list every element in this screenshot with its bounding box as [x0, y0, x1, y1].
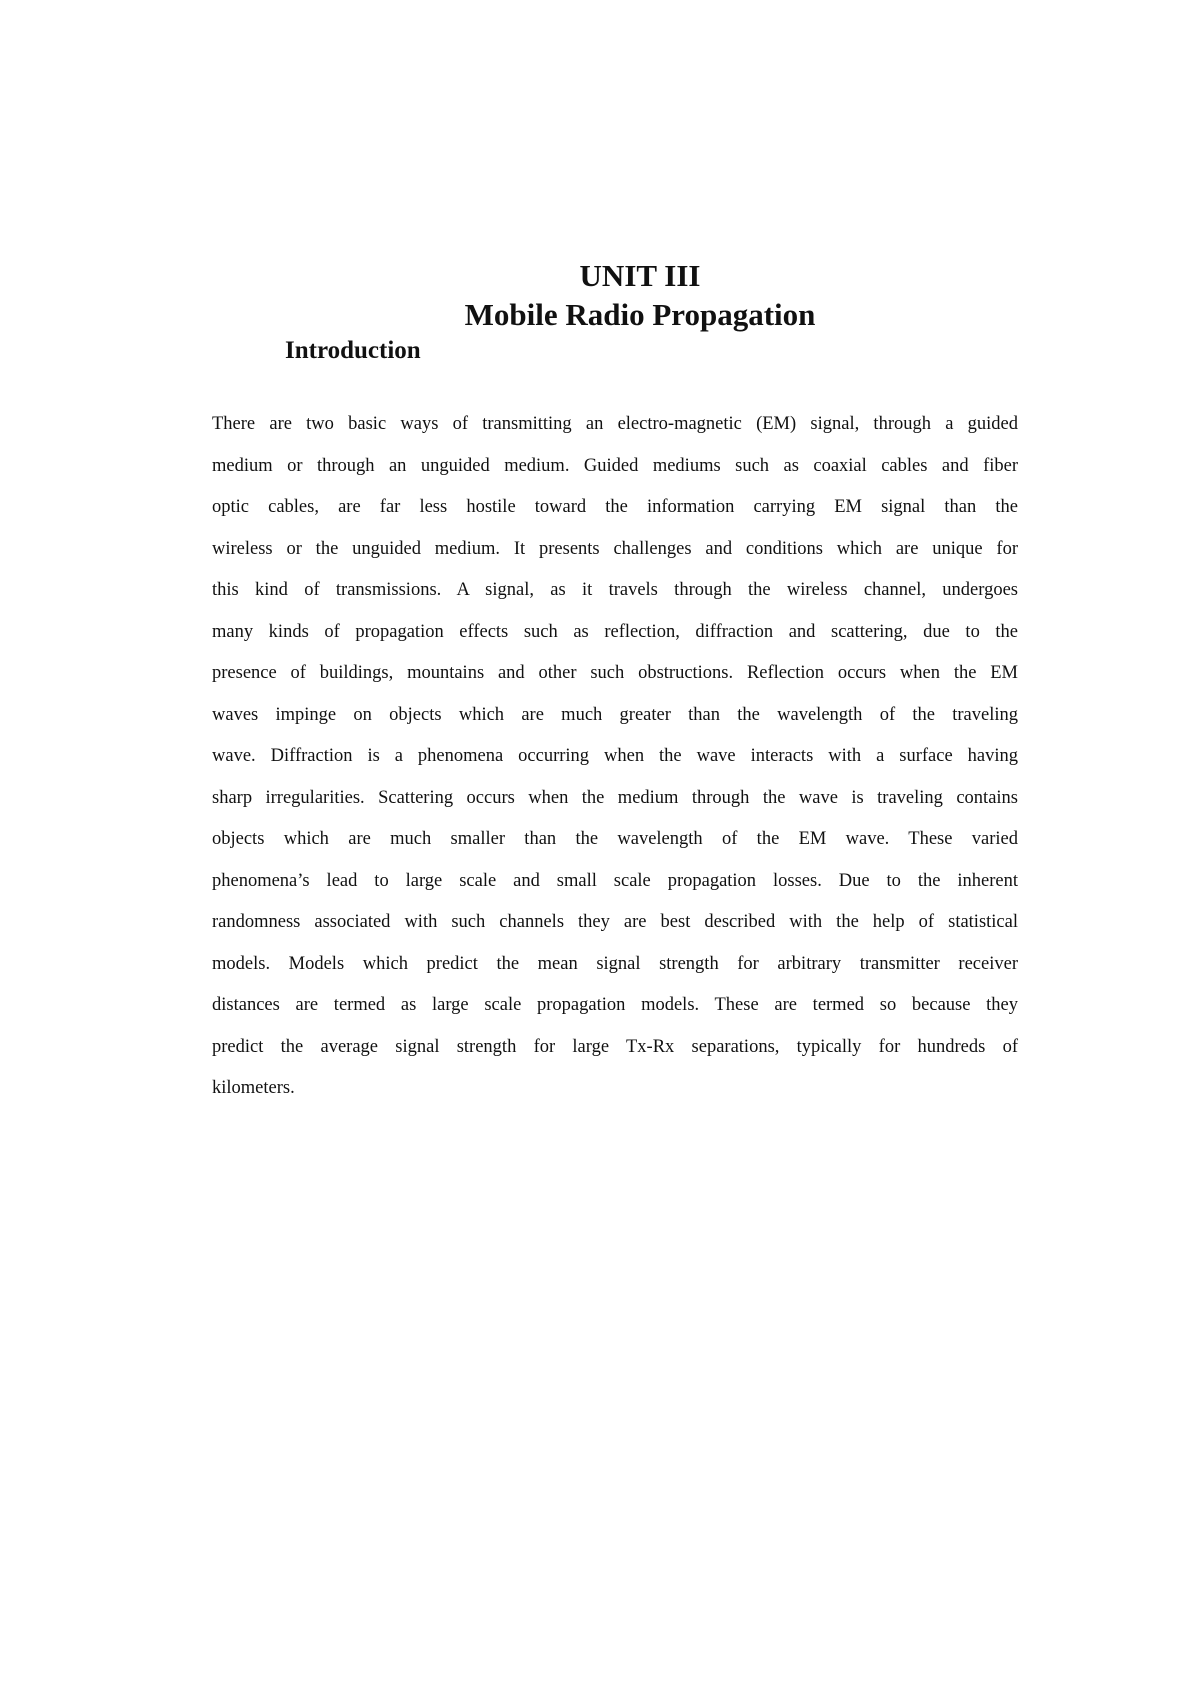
paragraph-line: sharp irregularities. Scattering occurs when the medium through the wave is traveling contains — [212, 787, 1018, 808]
paragraph-line: kilometers. — [212, 1078, 295, 1098]
paragraph-line: randomness associated with such channels they are best described with the help of statistical — [212, 912, 1018, 932]
unit-title: UNIT III — [579, 258, 701, 293]
paragraph-line: optic cables, are far less hostile toward the information carrying EM signal than the — [212, 497, 1018, 517]
paragraph-line: wireless or the unguided medium. It presents challenges and conditions which are unique for — [212, 538, 1018, 559]
paragraph-line: wave. Diffraction is a phenomena occurring when the wave interacts with a surface having — [212, 746, 1018, 766]
paragraph-line: distances are termed as large scale propagation models. These are termed so because they — [212, 995, 1018, 1015]
section-heading: Introduction — [285, 337, 421, 364]
page-title: Mobile Radio Propagation — [464, 297, 816, 332]
paragraph-line: waves impinge on objects which are much greater than the wavelength of the traveling — [212, 704, 1018, 725]
paragraph-line: presence of buildings, mountains and other such obstructions. Reflection occurs when the EM — [212, 663, 1018, 683]
paragraph-line: phenomena’s lead to large scale and small scale propagation losses. Due to the inherent — [212, 870, 1018, 891]
paragraph-line: medium or through an unguided medium. Guided mediums such as coaxial cables and fiber — [212, 455, 1018, 476]
paragraph-line: this kind of transmissions. A signal, as it travels through the wireless channel, undergoes — [212, 580, 1018, 600]
paragraph-line: There are two basic ways of transmitting an electro-magnetic (EM) signal, through a guided — [212, 414, 1018, 434]
paragraph-line: objects which are much smaller than the wavelength of the EM wave. These varied — [212, 829, 1018, 849]
paragraph-line: many kinds of propagation effects such as reflection, diffraction and scattering, due to the — [212, 621, 1018, 642]
paragraph-line: models. Models which predict the mean signal strength for arbitrary transmitter receiver — [212, 953, 1018, 974]
paragraph-line: predict the average signal strength for large Tx-Rx separations, typically for hundreds of — [212, 1036, 1018, 1057]
body-paragraph — [212, 404, 1018, 1110]
